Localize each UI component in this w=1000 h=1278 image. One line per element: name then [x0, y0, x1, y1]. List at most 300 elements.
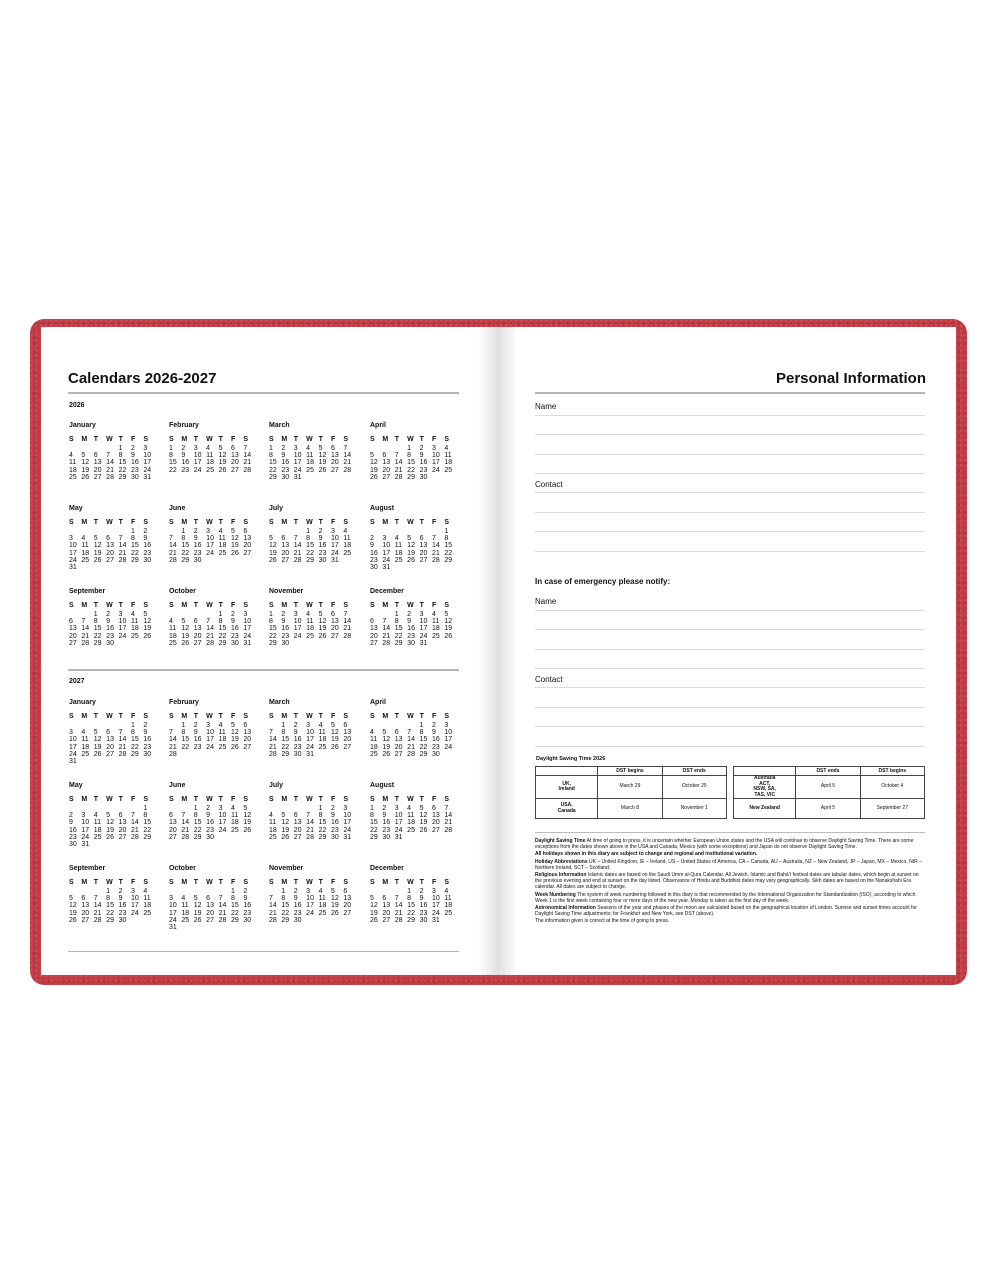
day-cell: 31	[382, 564, 391, 572]
day-cell: 24	[69, 750, 77, 758]
writing-line[interactable]	[535, 746, 925, 747]
day-cell: 17	[419, 625, 428, 633]
weekday-header: M	[181, 796, 188, 804]
week-row	[370, 827, 457, 834]
weekday-header: F	[431, 602, 437, 610]
day-cell: 17	[193, 459, 202, 467]
day-cell: 19	[69, 909, 77, 917]
month-calendar	[269, 865, 364, 924]
day-cell: 22	[370, 826, 378, 834]
weekday-header: T	[193, 519, 199, 527]
day-cell: 31	[81, 841, 90, 849]
week-row	[269, 722, 356, 729]
day-cell: 5	[318, 445, 323, 452]
day-cell: 12	[370, 459, 378, 467]
weekday-header: T	[218, 879, 223, 887]
weekday-header: F	[230, 713, 236, 721]
writing-line[interactable]	[535, 454, 925, 455]
day-cell	[143, 917, 155, 924]
dst-header: DST begins	[598, 767, 662, 776]
writing-line[interactable]	[535, 726, 925, 727]
day-cell: 31	[343, 833, 352, 841]
day-cell	[306, 917, 318, 924]
day-cell: 19	[330, 736, 339, 744]
day-cell	[231, 924, 243, 931]
week-row	[269, 550, 356, 557]
day-cell: 6	[118, 812, 123, 820]
day-cell: 9	[370, 542, 374, 550]
weekday-header: S	[143, 519, 149, 527]
day-cell: 31	[243, 639, 252, 647]
weekday-header: W	[407, 879, 414, 887]
day-cell: 10	[431, 452, 440, 460]
day-cell	[343, 917, 355, 924]
note-text: Islamic dates are based on the Saudi Umm al-Qura Calendar. All Jewish, Islamic and Bahá’í festival dates are tabular dates, which begin at sunset on the previous evening and end at sunset on the day listed. Observance of Hindu and Buddhist dates may vary geographically. Sikh dates are based on the Nanakshahi Era calendar. All dates are subject to change.	[535, 872, 919, 891]
day-cell: 18	[306, 625, 314, 633]
day-cell: 3	[69, 729, 73, 737]
writing-line[interactable]	[535, 649, 925, 650]
day-cell	[81, 805, 93, 812]
weekday-header: T	[419, 879, 424, 887]
day-cell: 3	[218, 805, 223, 812]
week-row	[370, 805, 457, 812]
day-cell: 27	[106, 556, 114, 564]
day-cell	[206, 751, 218, 758]
day-cell: 25	[444, 466, 453, 474]
writing-line[interactable]	[535, 668, 925, 669]
day-cell: 7	[118, 729, 123, 737]
day-cell: 2	[293, 888, 298, 895]
day-cell: 7	[444, 805, 449, 812]
note-heading: Holiday Abbreviations	[535, 858, 588, 865]
day-cell: 25	[269, 833, 277, 841]
day-cell	[444, 474, 456, 481]
day-cell: 12	[106, 819, 114, 827]
weekday-header: S	[143, 796, 149, 804]
weekday-header: W	[206, 879, 213, 887]
day-cell: 6	[193, 618, 198, 626]
dst-row	[536, 799, 727, 819]
day-cell: 29	[130, 750, 139, 758]
day-cell: 27	[394, 750, 403, 758]
day-cell: 11	[306, 618, 314, 626]
week-row	[269, 827, 356, 834]
dst-region: USA, Canada	[536, 799, 598, 819]
day-cell: 14	[93, 902, 102, 910]
day-cell: 18	[218, 736, 227, 744]
weekday-header: F	[230, 602, 236, 610]
day-cell: 8	[118, 452, 123, 460]
weekday-header: S	[370, 602, 375, 610]
day-cell: 10	[143, 452, 152, 460]
note-paragraph	[535, 918, 925, 924]
day-cell: 18	[394, 549, 403, 557]
day-cell: 19	[230, 542, 239, 550]
day-cell: 5	[243, 805, 248, 812]
weekday-header: S	[169, 602, 174, 610]
note-heading: All holidays shown in this diary are subject to change and regional and institutional variation.	[535, 851, 758, 858]
day-cell: 19	[193, 909, 202, 917]
day-cell	[306, 805, 318, 812]
day-cell: 24	[118, 632, 127, 640]
day-cell: 15	[318, 819, 327, 827]
day-cell: 11	[318, 729, 326, 737]
day-cell: 1	[118, 445, 123, 452]
weekday-header: S	[69, 879, 74, 887]
day-cell: 8	[230, 895, 235, 903]
day-cell: 11	[206, 452, 214, 460]
weekday-header: S	[343, 796, 349, 804]
week-row	[169, 625, 256, 632]
day-cell: 7	[343, 611, 348, 618]
day-cell: 31	[394, 833, 403, 841]
day-cell: 14	[169, 542, 177, 550]
day-cell: 8	[181, 729, 186, 737]
weekday-header: S	[370, 713, 375, 721]
day-cell: 3	[306, 722, 311, 729]
week-row	[269, 917, 356, 924]
week-row	[169, 812, 256, 819]
day-cell: 30	[281, 473, 290, 481]
week-row	[370, 834, 457, 841]
day-cell	[281, 528, 293, 535]
day-cell: 27	[382, 916, 391, 924]
weekday-header: M	[281, 602, 288, 610]
day-cell: 4	[143, 888, 148, 895]
day-cell	[206, 557, 218, 564]
day-cell: 24	[330, 549, 339, 557]
day-cell: 3	[444, 722, 449, 729]
day-cell: 1	[444, 528, 449, 535]
day-cell	[106, 528, 118, 535]
weekday-header: T	[394, 436, 400, 444]
day-cell: 9	[181, 452, 186, 460]
week-row	[169, 751, 256, 758]
dst-header	[536, 767, 598, 776]
day-cell: 30	[118, 916, 127, 924]
day-cell: 21	[169, 743, 177, 751]
day-cell: 14	[431, 542, 440, 550]
writing-line[interactable]	[535, 610, 925, 611]
day-cell: 31	[330, 556, 339, 564]
day-cell: 10	[343, 812, 352, 820]
day-cell: 1	[218, 611, 223, 618]
day-cell: 19	[181, 632, 190, 640]
day-cell: 31	[293, 473, 302, 481]
day-cell: 24	[206, 743, 214, 751]
week-row	[269, 751, 356, 758]
weekday-header: T	[118, 879, 123, 887]
day-cell: 9	[431, 729, 436, 737]
day-cell	[69, 528, 81, 535]
day-cell: 15	[230, 902, 239, 910]
day-cell: 5	[81, 452, 86, 460]
day-cell: 21	[444, 819, 453, 827]
month-grid	[269, 435, 356, 481]
day-cell: 19	[318, 459, 327, 467]
week-row	[370, 751, 457, 758]
day-cell	[219, 834, 231, 841]
week-row	[69, 618, 156, 625]
writing-line[interactable]	[535, 629, 925, 630]
day-cell: 18	[181, 909, 190, 917]
day-cell: 28	[444, 826, 453, 834]
weekday-header: S	[243, 879, 249, 887]
day-cell: 15	[106, 902, 114, 910]
day-cell: 29	[318, 833, 327, 841]
day-cell: 19	[93, 743, 102, 751]
day-cell	[331, 751, 343, 758]
day-cell: 15	[269, 459, 277, 467]
day-cell: 28	[394, 916, 403, 924]
day-cell: 25	[206, 466, 214, 474]
day-cell	[243, 834, 255, 841]
day-cell: 27	[419, 556, 428, 564]
day-cell: 26	[69, 916, 77, 924]
week-row	[370, 633, 457, 640]
day-cell	[119, 722, 131, 729]
week-row	[269, 819, 356, 826]
week-row	[169, 917, 256, 924]
day-cell: 19	[143, 625, 152, 633]
day-cell: 16	[143, 736, 152, 744]
day-cell	[119, 758, 131, 765]
week-row	[169, 924, 256, 931]
day-cell	[382, 888, 394, 895]
weekday-header: T	[93, 879, 99, 887]
day-cell: 2	[193, 528, 198, 535]
day-cell: 8	[394, 618, 399, 626]
day-cell: 20	[281, 549, 290, 557]
day-cell: 30	[431, 750, 440, 758]
week-row	[69, 564, 156, 571]
weekday-header: S	[169, 519, 174, 527]
day-cell: 18	[318, 902, 327, 910]
day-cell: 9	[281, 618, 286, 626]
weekday-header: T	[193, 796, 199, 804]
day-cell: 4	[218, 528, 223, 535]
left-page	[41, 327, 498, 975]
month-calendar	[69, 505, 164, 571]
day-cell: 13	[106, 542, 114, 550]
day-cell: 4	[444, 888, 449, 895]
writing-line[interactable]	[535, 707, 925, 708]
day-cell: 15	[143, 819, 152, 827]
month-grid	[169, 518, 256, 564]
day-cell: 23	[431, 743, 440, 751]
week-row	[69, 805, 156, 812]
day-cell: 12	[330, 895, 339, 903]
day-cell	[382, 528, 394, 535]
day-cell: 23	[143, 743, 152, 751]
day-cell: 17	[218, 819, 227, 827]
month-grid	[169, 878, 256, 931]
year-label: 2027	[69, 678, 85, 685]
day-cell: 13	[93, 459, 102, 467]
weekday-header: S	[69, 519, 74, 527]
week-row	[69, 751, 156, 758]
week-row	[269, 633, 356, 640]
day-cell: 20	[330, 625, 339, 633]
day-cell: 4	[169, 618, 173, 626]
day-cell: 13	[431, 812, 440, 820]
day-cell: 29	[130, 556, 139, 564]
day-cell: 17	[130, 902, 139, 910]
day-cell: 20	[394, 743, 403, 751]
day-cell: 15	[281, 736, 290, 744]
day-cell: 24	[306, 909, 314, 917]
week-row	[169, 736, 256, 743]
day-cell	[382, 722, 394, 729]
weekday-header: M	[382, 519, 389, 527]
bottom-rule	[68, 951, 459, 952]
weekday-header: S	[269, 519, 274, 527]
day-cell: 22	[143, 826, 152, 834]
day-cell: 10	[293, 452, 302, 460]
dst-header: DST begins	[860, 767, 924, 776]
weekday-header: M	[81, 519, 88, 527]
month-grid	[169, 712, 256, 758]
day-cell: 21	[181, 826, 190, 834]
day-cell: 22	[269, 632, 277, 640]
weekday-header: F	[431, 519, 437, 527]
day-cell: 11	[306, 452, 314, 460]
weekday-header: T	[118, 436, 123, 444]
day-cell: 7	[269, 729, 273, 737]
day-cell: 23	[370, 556, 378, 564]
day-cell: 29	[269, 639, 277, 647]
day-cell: 14	[343, 452, 352, 460]
week-row	[269, 459, 356, 466]
weekday-header: S	[343, 879, 349, 887]
day-cell: 16	[193, 736, 202, 744]
writing-line[interactable]	[535, 434, 925, 435]
week-row	[370, 729, 457, 736]
right-page	[498, 327, 956, 975]
day-cell: 26	[382, 750, 391, 758]
emergency-contact-label: Contact	[535, 675, 563, 684]
day-cell: 1	[230, 888, 235, 895]
day-cell: 15	[370, 819, 378, 827]
day-cell	[106, 445, 118, 452]
day-cell	[94, 758, 106, 765]
day-cell	[106, 758, 118, 765]
week-row	[269, 812, 356, 819]
week-row	[370, 564, 457, 571]
day-cell: 20	[93, 466, 102, 474]
title-rule	[535, 392, 925, 394]
day-cell: 21	[431, 549, 440, 557]
day-cell: 22	[281, 909, 290, 917]
week-row	[69, 736, 156, 743]
notes-block	[535, 838, 925, 926]
day-cell: 21	[243, 459, 252, 467]
weekday-header: F	[130, 713, 136, 721]
week-row	[370, 542, 457, 549]
day-cell: 25	[169, 639, 177, 647]
day-cell: 2	[181, 445, 186, 452]
dst-header: DST ends	[662, 767, 726, 776]
month-calendar	[370, 782, 465, 841]
writing-line[interactable]	[535, 415, 925, 416]
weekday-header: S	[370, 879, 375, 887]
day-cell: 1	[181, 528, 186, 535]
writing-line[interactable]	[535, 492, 925, 493]
day-cell	[444, 564, 456, 571]
week-row	[69, 722, 156, 729]
day-cell: 19	[370, 909, 378, 917]
day-cell: 14	[407, 736, 415, 744]
week-row	[69, 841, 156, 848]
day-cell	[81, 564, 93, 571]
day-cell: 18	[370, 743, 378, 751]
day-cell: 13	[69, 625, 77, 633]
day-cell: 14	[306, 819, 314, 827]
writing-line[interactable]	[535, 473, 925, 474]
week-row	[69, 819, 156, 826]
month-calendar	[169, 865, 264, 931]
day-cell: 20	[106, 549, 114, 557]
day-cell: 28	[407, 750, 415, 758]
weekday-header: T	[118, 796, 123, 804]
day-cell: 18	[318, 736, 327, 744]
note-heading: Astronomical Information	[535, 905, 596, 912]
day-cell: 17	[206, 542, 214, 550]
day-cell	[407, 834, 419, 841]
week-row	[269, 834, 356, 841]
weekday-header: S	[370, 436, 375, 444]
weekday-header: M	[382, 436, 389, 444]
day-cell: 10	[306, 729, 314, 737]
day-cell	[432, 640, 444, 647]
weekday-header: S	[143, 436, 149, 444]
day-cell: 14	[206, 625, 214, 633]
day-cell	[69, 611, 81, 618]
month-grid	[370, 795, 457, 841]
week-row	[269, 805, 356, 812]
day-cell	[94, 528, 106, 535]
day-cell: 6	[169, 812, 173, 820]
day-cell: 15	[269, 625, 277, 633]
writing-line[interactable]	[535, 531, 925, 532]
writing-line[interactable]	[535, 551, 925, 552]
dst-region: Australia ACT, NSW, SA, TAS, VIC	[734, 776, 796, 799]
day-cell: 11	[169, 625, 177, 633]
week-row	[169, 722, 256, 729]
day-cell: 26	[181, 639, 190, 647]
day-cell: 17	[169, 909, 177, 917]
writing-line[interactable]	[535, 512, 925, 513]
day-cell: 10	[431, 895, 440, 903]
week-row	[69, 910, 156, 917]
day-cell	[119, 564, 131, 571]
day-cell: 20	[431, 819, 440, 827]
month-calendar	[269, 782, 364, 841]
day-cell: 28	[118, 556, 127, 564]
day-cell: 25	[343, 549, 352, 557]
day-cell: 17	[431, 459, 440, 467]
day-cell: 17	[343, 819, 352, 827]
week-row	[269, 910, 356, 917]
day-cell: 30	[281, 639, 290, 647]
day-cell: 7	[343, 445, 348, 452]
weekday-header: T	[93, 713, 99, 721]
day-cell: 8	[169, 452, 173, 460]
day-cell: 20	[343, 736, 352, 744]
day-cell: 1	[281, 722, 286, 729]
writing-line[interactable]	[535, 687, 925, 688]
day-cell	[243, 557, 255, 564]
